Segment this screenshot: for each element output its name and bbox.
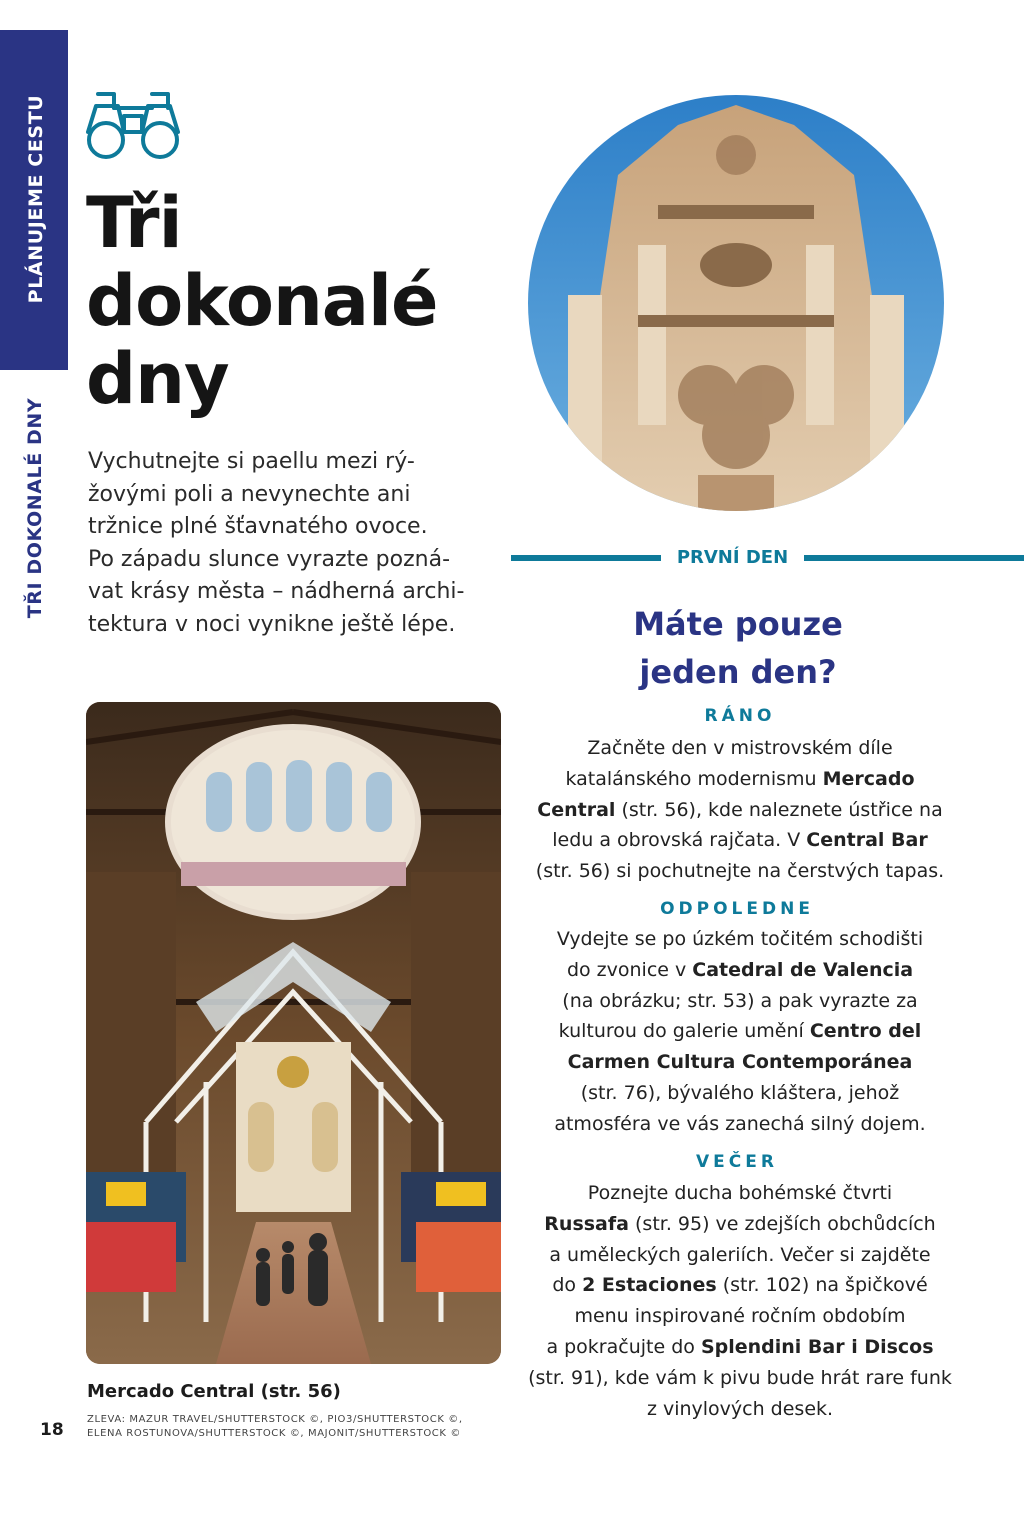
place-link: Centro del [809,1020,922,1043]
day-label: PRVNÍ DEN [676,547,789,568]
place-link: 2 Estaciones [582,1274,717,1297]
place-link: Catedral de Valencia [692,958,914,981]
day-section-header [511,547,1024,571]
binoculars-icon [84,88,182,160]
title-line-2: dokonalé [86,260,438,342]
evening-heading: VEČER [696,1152,778,1172]
morning-paragraph: Začněte den v mistrovském díle katalánského modernismu Mercado Central (str. 56), kde naleznete ústřice na ledu a obrovská rajčata. V Central Bar (str. 56) si pochutnejte na čerstvých tapas. [535,737,945,883]
evening-paragraph: Poznejte ducha bohémské čtvrti Russafa (str. 95) ve zdejších obchůdcích a uměleckých galeriích. Večer si zajděte do 2 Estaciones (str. 102) na špičkové menu inspirované ročním obdobím a pokračujte do Splendini Bar i Discos (str. 91), kde vám k pivu bude hrát rare funk z vinylových desek. [528,1182,952,1420]
place-link: Splendini Bar i Discos [700,1335,934,1358]
place-link: Russafa [544,1212,629,1235]
afternoon-paragraph: Vydejte se po úzkém točitém schodišti do zvonice v Catedral de Valencia (na obrázku; str. 53) a pak vyrazte za kulturou do galerie umění Centro del Carmen Cultura Contemporánea (str. 76), bývalého kláštera, jehož atmosféra ve vás zanechá silný dojem. [554,928,926,1135]
place-link: Central [537,798,616,821]
place-link: Mercado [822,767,915,790]
day-title: Máte pouze jeden den? [633,605,843,691]
divider-line [804,555,1024,561]
page-number: 18 [40,1420,64,1440]
photo-caption: Mercado Central (str. 56) [87,1381,341,1402]
page-title [86,184,438,418]
cathedral-photo [528,95,944,511]
title-line-3: dny [86,338,229,420]
side-section-label: TŘI DOKONALÉ DNY [24,397,46,619]
morning-heading: RÁNO [704,706,776,726]
side-tab-label: PLÁNUJEME CESTU [25,94,47,304]
mercado-central-photo [86,702,501,1364]
place-link: Central Bar [806,829,928,852]
divider-line [511,555,661,561]
place-link: Carmen Cultura Contemporánea [567,1051,913,1074]
afternoon-heading: ODPOLEDNE [660,899,814,919]
title-line-1: Tři [86,182,182,264]
intro-paragraph: Vychutnejte si paellu mezi rý- žovými poli a nevynechte ani tržnice plné šťavnatého ovoce. Po západu slunce vyrazte pozná- vat krásy města – nádherná archi- tektura v noci vynikne ještě lépe. [88,449,465,637]
photo-credits: ZLEVA: MAZUR TRAVEL/SHUTTERSTOCK ©, PIO3/SHUTTERSTOCK ©, ELENA ROSTUNOVA/SHUTTERSTOCK ©, MAJONIT/SHUTTERSTOCK © [87,1414,463,1439]
